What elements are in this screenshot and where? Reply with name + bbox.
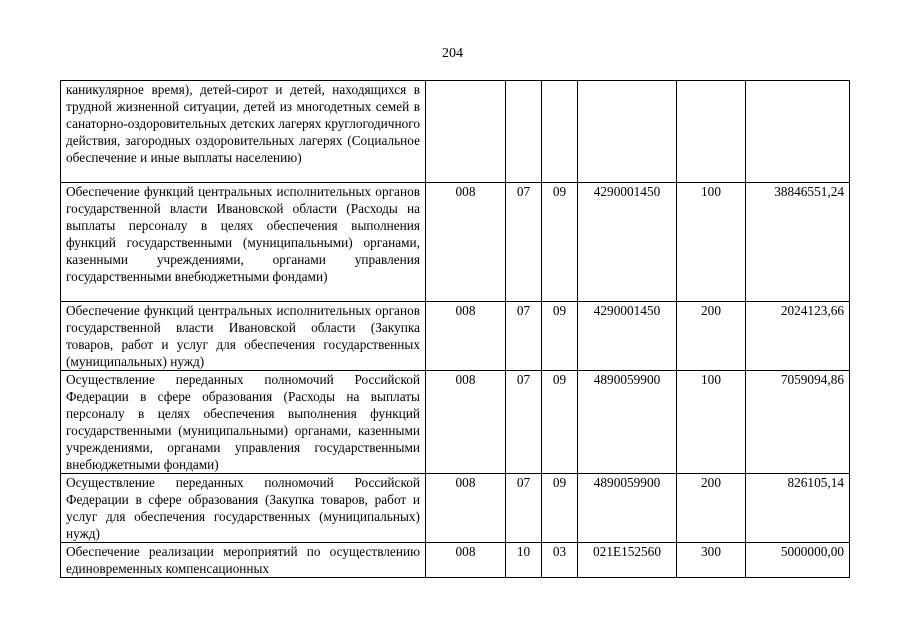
- row-description: Осуществление переданных полномочий Российской Федерации в сфере образования (Расходы на выплаты персоналу в целях обеспечения выполнения функций государственными (муниципальными) органами, казенными учреждениями, органами управления государственными внебюджетными фондами): [61, 371, 426, 474]
- subsection-code: [542, 81, 578, 183]
- section-code: 07: [506, 474, 542, 543]
- ministry-code: 008: [426, 474, 506, 543]
- row-description: каникулярное время), детей-сирот и детей, находящихся в трудной жизненной ситуации, детей из многодетных семей в санаторно-оздоровительных детских лагерях круглогодичного действия, загородных оздоровительных лагерях (Социальное обеспечение и иные выплаты населению): [61, 81, 426, 183]
- ministry-code: 008: [426, 543, 506, 578]
- amount-value: 7059094,86: [746, 371, 850, 474]
- row-description: Обеспечение функций центральных исполнительных органов государственной власти Ивановской области (Расходы на выплаты персоналу в целях обеспечения выполнения функций государственными (муниципальными) органами, казенными учреждениями, органами управления государственными внебюджетными фондами): [61, 183, 426, 302]
- subsection-code: 09: [542, 302, 578, 371]
- subsection-code: 03: [542, 543, 578, 578]
- ministry-code: 008: [426, 302, 506, 371]
- target-article-code: 4890059900: [578, 371, 677, 474]
- table-row: [61, 302, 850, 371]
- table-row: [61, 183, 850, 302]
- subsection-code: 09: [542, 183, 578, 302]
- table-row: [61, 371, 850, 474]
- subsection-code: 09: [542, 371, 578, 474]
- section-code: 07: [506, 371, 542, 474]
- target-article-code: [578, 81, 677, 183]
- expense-type-code: 200: [677, 474, 746, 543]
- ministry-code: 008: [426, 183, 506, 302]
- amount-value: 5000000,00: [746, 543, 850, 578]
- target-article-code: 4890059900: [578, 474, 677, 543]
- ministry-code: 008: [426, 371, 506, 474]
- amount-value: [746, 81, 850, 183]
- target-article-code: 4290001450: [578, 302, 677, 371]
- expense-type-code: 100: [677, 371, 746, 474]
- section-code: 07: [506, 302, 542, 371]
- section-code: 07: [506, 183, 542, 302]
- expense-type-code: 200: [677, 302, 746, 371]
- table-row: [61, 81, 850, 183]
- table-row: [61, 474, 850, 543]
- expense-type-code: 300: [677, 543, 746, 578]
- target-article-code: 4290001450: [578, 183, 677, 302]
- subsection-code: 09: [542, 474, 578, 543]
- section-code: 10: [506, 543, 542, 578]
- amount-value: 826105,14: [746, 474, 850, 543]
- target-article-code: 021E152560: [578, 543, 677, 578]
- amount-value: 2024123,66: [746, 302, 850, 371]
- row-description: Обеспечение реализации мероприятий по осуществлению единовременных компенсационных: [61, 543, 426, 578]
- row-description: Осуществление переданных полномочий Российской Федерации в сфере образования (Закупка товаров, работ и услуг для обеспечения государственных (муниципальных) нужд): [61, 474, 426, 543]
- expense-type-code: [677, 81, 746, 183]
- expense-type-code: 100: [677, 183, 746, 302]
- section-code: [506, 81, 542, 183]
- row-description: Обеспечение функций центральных исполнительных органов государственной власти Ивановской области (Закупка товаров, работ и услуг для обеспечения государственных (муниципальных) нужд): [61, 302, 426, 371]
- page-number: 204: [442, 46, 463, 61]
- ministry-code: [426, 81, 506, 183]
- amount-value: 38846551,24: [746, 183, 850, 302]
- budget-table: [60, 80, 850, 578]
- table-row: [61, 543, 850, 578]
